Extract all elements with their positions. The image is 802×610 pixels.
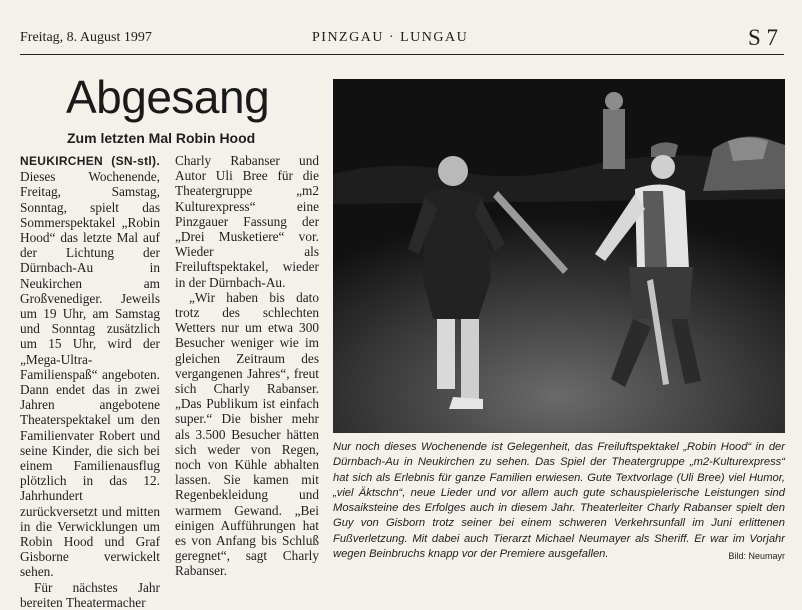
article-paragraph-3: Charly Rabanser und Autor Uli Bree für die Theatergruppe „m2 Kulturexpress“ eine Pinzgauer Fassung der „Drei Musketiere“ vor. Wieder als Freiluftspektakel, wieder in der Dürnbach-Au. bbox=[175, 153, 319, 290]
header-rule bbox=[20, 54, 784, 55]
article-column-2 bbox=[175, 153, 319, 579]
article-subhead: Zum letzten Mal Robin Hood bbox=[67, 130, 256, 146]
article-paragraph-4: „Wir haben bis dato trotz des schlechten Wetters nur um etwa 300 Besucher weniger wie im gleichen Zeitraum des vergangenen Jahres“, freut sich Charly Rabanser. „Das Publikum ist einfach super.“ Die bisher mehr als 3.500 Besucher hätten sich weder von Regen, noch von Kühle abhalten lassen. Sie kamen mit Regenbekleidung und warmem Gewand. „Bei einigen Aufführungen hat es von Anfang bis Schluß geregnet“, sagt Charly Rabanser. bbox=[175, 289, 319, 579]
article-headline: Abgesang bbox=[66, 71, 270, 123]
photo-caption bbox=[333, 440, 785, 564]
caption-text: Nur noch dieses Wochenende ist Gelegenheit, das Freiluftspektakel „Robin Hood“ in der Dürnbach-Au in Neukirchen zu sehen. Das Spiel der Theatergruppe „m2-Kulturexpress“ hat sich als Erlebnis für ganze Familien erwiesen. Gute Textvorlage (Uli Bree) viel Humor, „viel Äktschn“, neue Lieder und vor allem auch gute schauspielerische Leistungen sind Mosaiksteine des Erfolges auch in diesem Jahr. Theaterleiter Charly Rabanser spielt den Guy von Gisborn trotz seiner bei einem schweren Verkehrsunfall im Juni erlittenen Fußverletzung. Mit dabei auch Tierarzt Michael Neumayer als Sheriff. Er war im Vorjahr wegen Beinbruchs knapp vor der Premiere ausgefallen. bbox=[333, 441, 785, 561]
page-number: S 7 bbox=[748, 25, 779, 50]
article-paragraph-1 bbox=[20, 153, 160, 580]
section-name: PINZGAU · LUNGAU bbox=[312, 30, 469, 45]
paragraph-1-text: Dieses Wochenende, Freitag, Samstag, Sonntag, spielt das Sommerspektakel „Robin Hood“ das letzte Mal auf der Lichtung der Dürnbach-Au in Neukirchen am Großvenediger. Jeweils um 19 Uhr, am Samstag und Sonntag zusätzlich um 15 Uhr, wird der „Mega-Ultra-Familienspaß“ angeboten. Dann endet das in zwei Jahren angebotene Theaterspektakel um den Familienvater Robert und seine Kinder, die sich bei einem Familienausflug plötzlich in das 12. Jahrhundert zurückversetzt und mitten in die Verwicklungen um Robin Hood und Graf Gisborne verwickelt sehen. bbox=[20, 169, 160, 580]
dateline: NEUKIRCHEN (SN-stl). bbox=[20, 154, 160, 168]
photo-credit: Bild: Neumayr bbox=[728, 551, 785, 562]
article-column-1 bbox=[20, 153, 160, 610]
article-paragraph-2: Für nächstes Jahr bereiten Theatermacher bbox=[20, 579, 160, 610]
issue-date: Freitag, 8. August 1997 bbox=[20, 30, 152, 45]
sword-fight-photo bbox=[333, 79, 785, 433]
